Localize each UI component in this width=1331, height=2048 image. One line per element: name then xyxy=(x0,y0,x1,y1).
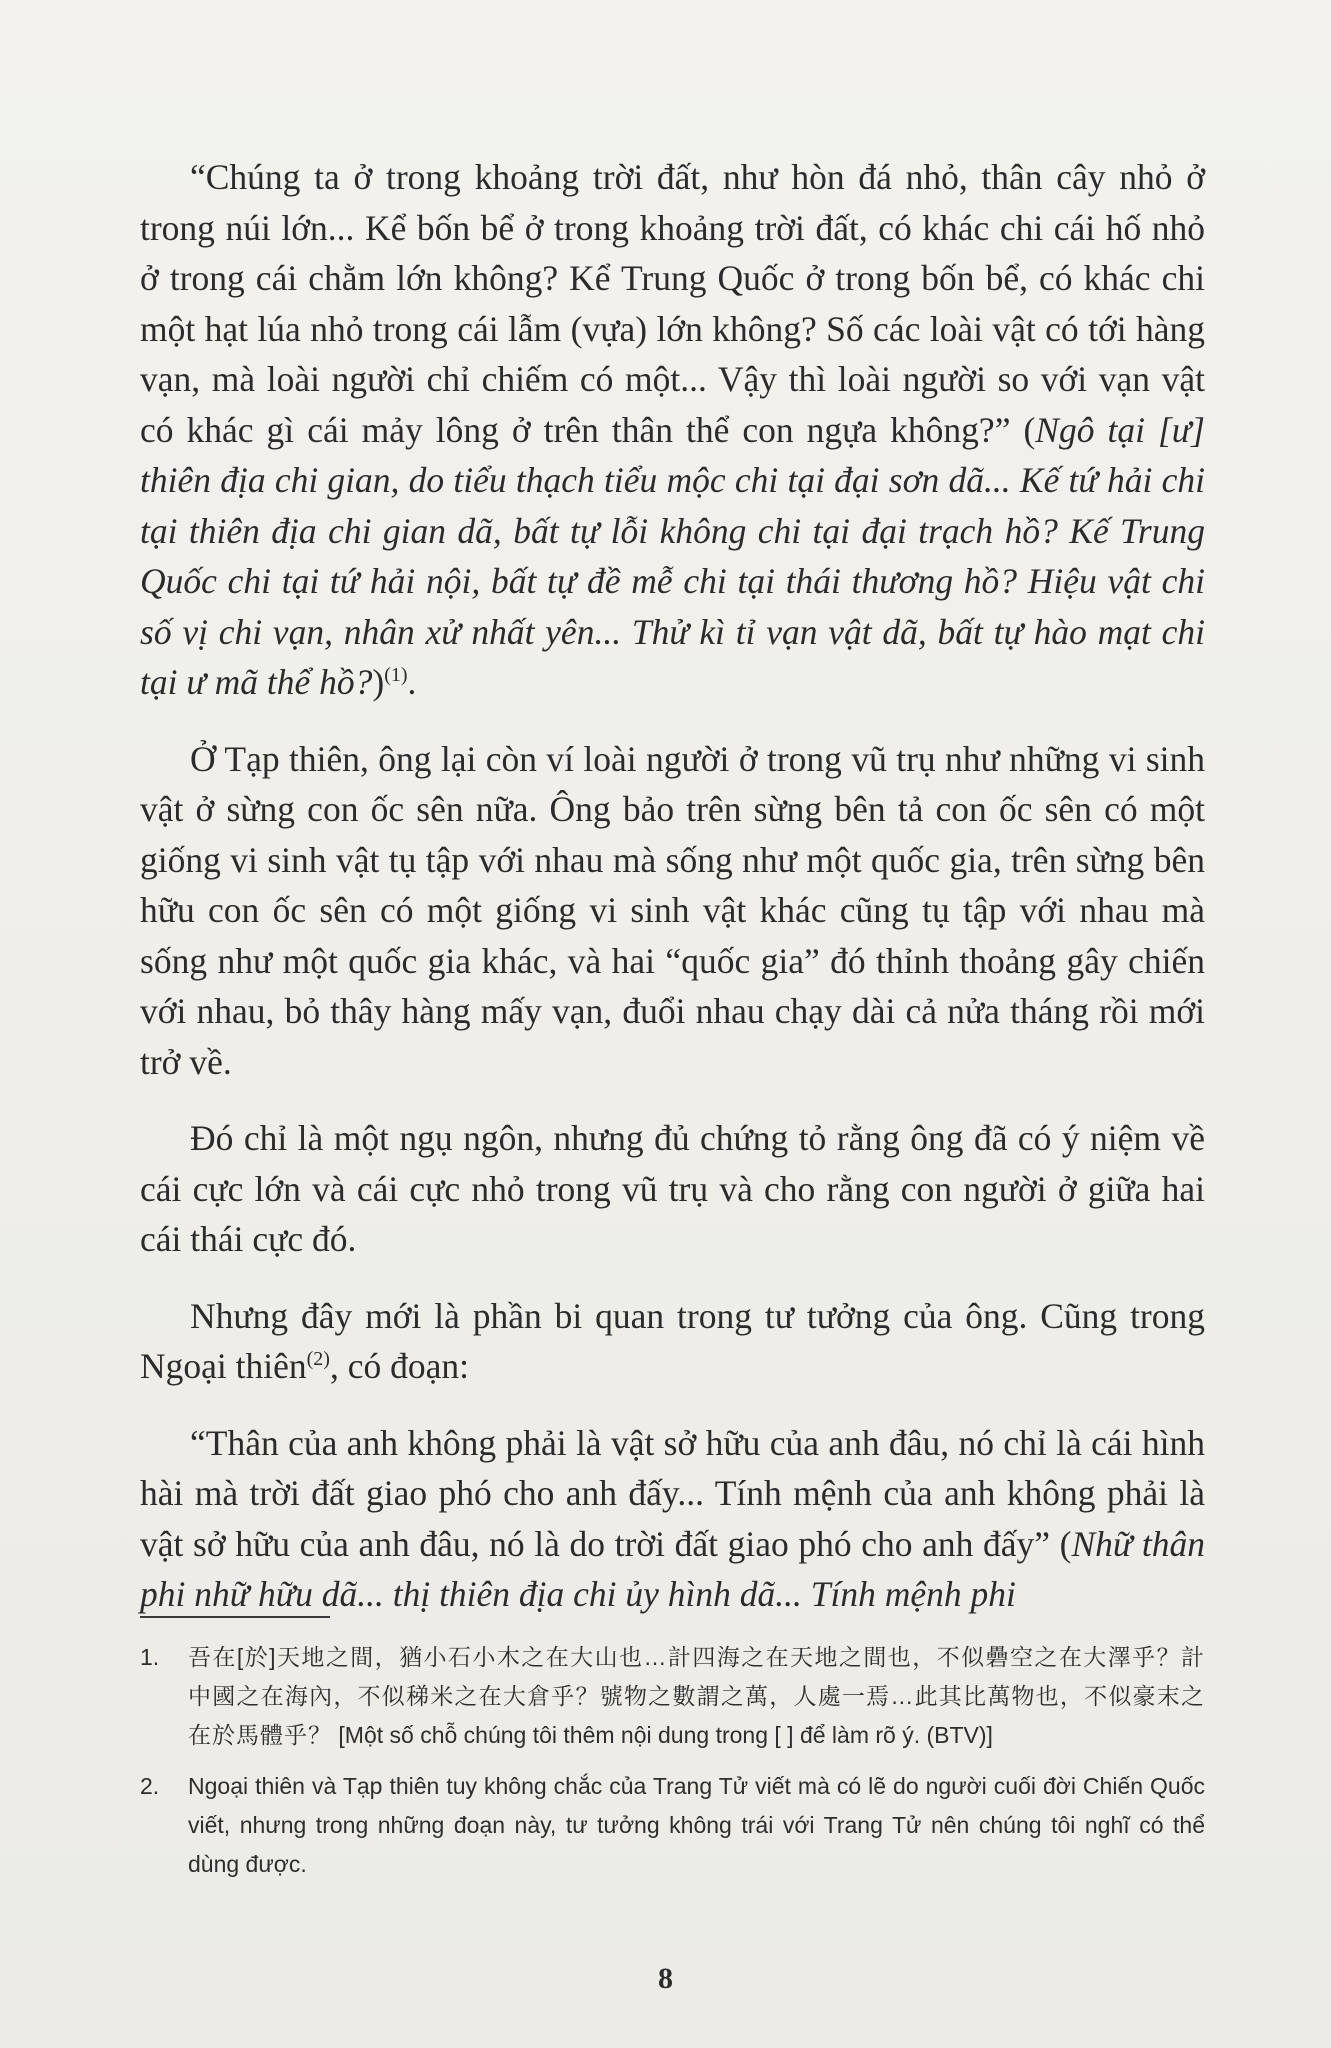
paragraph-quote-body xyxy=(140,1418,1205,1620)
footnote-editor-note: [Một số chỗ chúng tôi thêm nội dung trong [ ] để làm rõ ý. (BTV)] xyxy=(332,1722,993,1748)
footnote-chinese-text: 吾在[於]天地之間，猶小石小木之在大山也…計四海之在天地之間也，不似礨空之在大澤乎？計中國之在海內，不似稊米之在大倉乎？號物之數謂之萬，人處一焉…此其比萬物也，不似豪末之在於馬體乎？ xyxy=(188,1644,1205,1748)
footnote-ref-1[interactable]: (1) xyxy=(384,664,408,687)
main-text xyxy=(140,152,1205,1646)
footnotes xyxy=(140,1638,1205,1896)
footnote-ref-2[interactable]: (2) xyxy=(306,1348,330,1371)
paragraph-text: Nhưng đây mới là phần bi quan trong tư tưởng của ông. Cũng trong Ngoại thiên xyxy=(140,1295,1205,1386)
footnote-number: 1. xyxy=(140,1644,160,1670)
page-number: 8 xyxy=(658,1962,673,1995)
footnote-number: 2. xyxy=(140,1773,160,1799)
quote-text: “Thân của anh không phải là vật sở hữu của anh đâu, nó chỉ là cái hình hài mà trời đất giao phó cho anh đấy... Tính mệnh của anh không phải là vật sở hữu của anh đâu, nó là do trời đất giao phó cho anh đấy” ( xyxy=(140,1422,1205,1564)
footnote-2 xyxy=(140,1767,1205,1884)
sentence-end: . xyxy=(407,662,417,702)
paragraph-end: , có đoạn: xyxy=(329,1346,469,1386)
paragraph-tap-thien: Ở Tạp thiên, ông lại còn ví loài người ở trong vũ trụ như những vi sinh vật ở sừng con ốc sên nữa. Ông bảo trên sừng bên tả con ốc sên có một giống vi sinh vật tụ tập với nhau mà sống như một quốc gia, trên sừng bên hữu con ốc sên có một giống vi sinh vật khác cũng tụ tập với nhau mà sống như một quốc gia khác, và hai “quốc gia” đó thỉnh thoảng gây chiến với nhau, bỏ thây hàng mấy vạn, đuổi nhau chạy dài cả nửa tháng rồi mới trở về. xyxy=(140,738,1205,1082)
paragraph-quote-heaven-earth xyxy=(140,152,1205,708)
footnote-divider xyxy=(140,1616,330,1618)
footnote-1 xyxy=(140,1638,1205,1755)
paragraph-parable: Đó chỉ là một ngụ ngôn, nhưng đủ chứng tỏ rằng ông đã có ý niệm về cái cực lớn và cái cực nhỏ trong vũ trụ và cho rằng con người ở giữa hai cái thái cực đó. xyxy=(140,1118,1205,1259)
close-paren: ) xyxy=(372,662,385,702)
transliteration-italic: Ngô tại [ư] thiên địa chi gian, do tiểu thạch tiểu mộc chi tại đại sơn dã... Kế tứ hải chi tại thiên địa chi gian dã, bất tự lỗi không chi tại đại trạch hồ? Kế Trung Quốc chi tại tứ hải nội, bất tự đề mễ chi tại thái thương hồ? Hiệu vật chi số vị chi vạn, nhân xử nhất yên... Thử kì tỉ vạn vật dã, bất tự hào mạt chi tại ư mã thể hồ? xyxy=(140,409,1205,702)
transliteration-italic: Nhữ thân phi nhữ hữu dã... thị thiên địa chi ủy hình dã... Tính mệnh phi xyxy=(140,1523,1205,1614)
footnote-text: Ngoại thiên và Tạp thiên tuy không chắc của Trang Tử viết mà có lẽ do người cuối đời Chiến Quốc viết, nhưng trong những đoạn này, tư tưởng không trái với Trang Tử nên chúng tôi nghĩ có thể dùng được. xyxy=(188,1773,1205,1877)
paragraph-pessimism xyxy=(140,1291,1205,1392)
quote-text: “Chúng ta ở trong khoảng trời đất, như hòn đá nhỏ, thân cây nhỏ ở trong núi lớn... Kể bốn bể ở trong khoảng trời đất, có khác chi cái hố nhỏ ở trong cái chằm lớn không? Kể Trung Quốc ở trong bốn bể, có khác chi một hạt lúa nhỏ trong cái lẫm (vựa) lớn không? Số các loài vật có tới hàng vạn, mà loài người chỉ chiếm có một... Vậy thì loài người so với vạn vật có khác gì cái mảy lông ở trên thân thể con ngựa không?” ( xyxy=(140,157,1205,450)
